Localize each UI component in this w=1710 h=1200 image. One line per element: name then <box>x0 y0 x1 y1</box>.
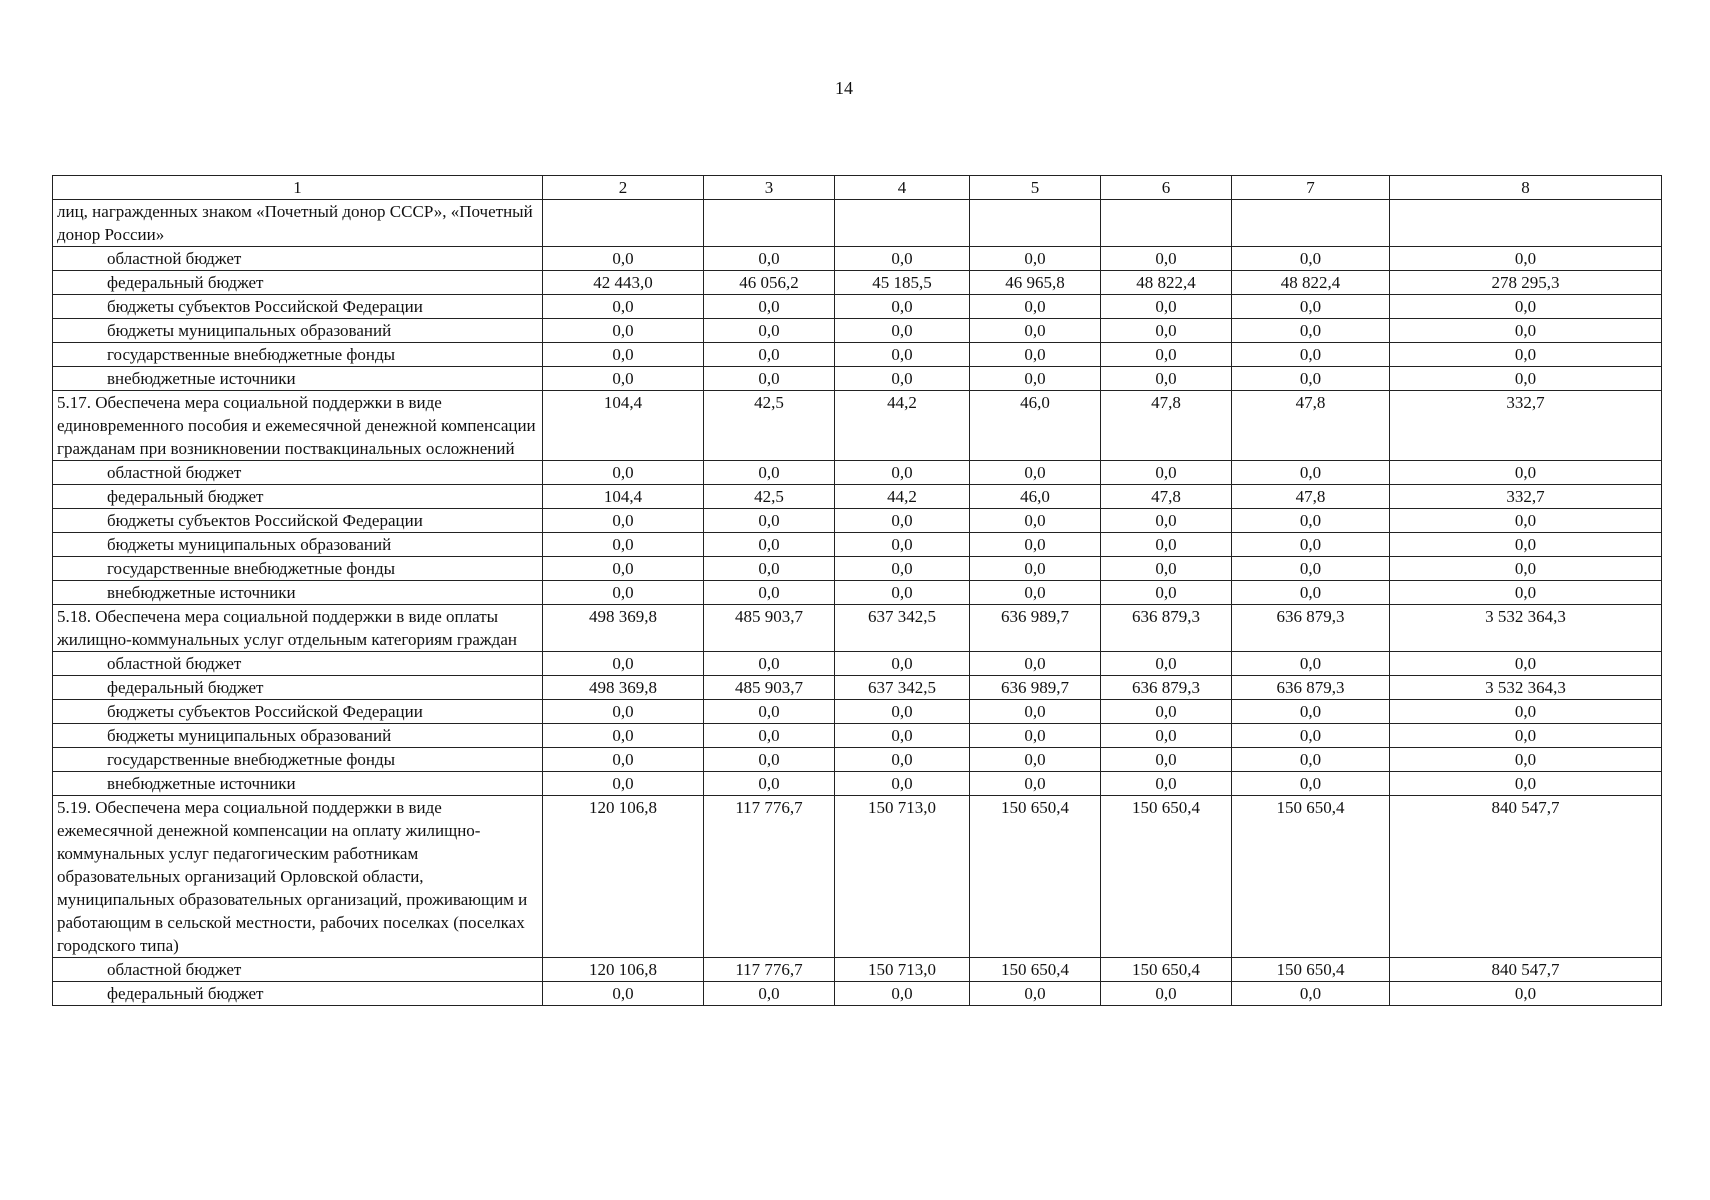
value-cell: 0,0 <box>970 581 1101 605</box>
value-cell: 0,0 <box>1101 581 1232 605</box>
value-cell: 0,0 <box>1390 700 1662 724</box>
value-cell: 150 650,4 <box>970 796 1101 958</box>
funding-source-label: федеральный бюджет <box>53 271 543 295</box>
value-cell: 485 903,7 <box>704 605 835 652</box>
value-cell: 0,0 <box>1390 982 1662 1006</box>
value-cell: 0,0 <box>1101 772 1232 796</box>
value-cell: 0,0 <box>970 367 1101 391</box>
value-cell: 0,0 <box>970 557 1101 581</box>
table-row-source <box>53 271 1662 295</box>
funding-source-label: бюджеты субъектов Российской Федерации <box>53 295 543 319</box>
table-row-source <box>53 485 1662 509</box>
value-cell: 44,2 <box>835 485 970 509</box>
value-cell <box>543 200 704 247</box>
funding-source-label: областной бюджет <box>53 652 543 676</box>
column-number: 2 <box>543 176 704 200</box>
value-cell: 47,8 <box>1101 485 1232 509</box>
table-row-item <box>53 796 1662 958</box>
value-cell: 0,0 <box>970 295 1101 319</box>
table-row-source <box>53 748 1662 772</box>
value-cell: 0,0 <box>1232 533 1390 557</box>
value-cell: 0,0 <box>835 533 970 557</box>
value-cell: 0,0 <box>835 461 970 485</box>
value-cell: 0,0 <box>543 772 704 796</box>
table-row-source <box>53 700 1662 724</box>
value-cell: 498 369,8 <box>543 676 704 700</box>
value-cell: 150 650,4 <box>1232 958 1390 982</box>
funding-source-label: федеральный бюджет <box>53 485 543 509</box>
value-cell: 3 532 364,3 <box>1390 605 1662 652</box>
funding-source-label: государственные внебюджетные фонды <box>53 748 543 772</box>
value-cell: 0,0 <box>1390 343 1662 367</box>
value-cell: 0,0 <box>704 748 835 772</box>
value-cell: 47,8 <box>1232 485 1390 509</box>
value-cell: 636 879,3 <box>1232 605 1390 652</box>
value-cell: 0,0 <box>704 367 835 391</box>
funding-source-label: бюджеты муниципальных образований <box>53 533 543 557</box>
table-row-source <box>53 958 1662 982</box>
value-cell: 0,0 <box>1390 509 1662 533</box>
table-row-item <box>53 391 1662 461</box>
value-cell: 0,0 <box>1390 581 1662 605</box>
value-cell: 0,0 <box>1232 367 1390 391</box>
value-cell: 0,0 <box>1390 533 1662 557</box>
value-cell <box>970 200 1101 247</box>
column-number: 5 <box>970 176 1101 200</box>
value-cell: 0,0 <box>543 509 704 533</box>
value-cell: 0,0 <box>835 724 970 748</box>
value-cell: 0,0 <box>543 533 704 557</box>
value-cell: 0,0 <box>835 319 970 343</box>
value-cell: 636 879,3 <box>1101 605 1232 652</box>
table-row-source <box>53 533 1662 557</box>
value-cell: 3 532 364,3 <box>1390 676 1662 700</box>
funding-source-label: внебюджетные источники <box>53 772 543 796</box>
column-number: 7 <box>1232 176 1390 200</box>
value-cell: 0,0 <box>835 509 970 533</box>
value-cell: 840 547,7 <box>1390 796 1662 958</box>
table-row-source <box>53 652 1662 676</box>
table-row-source <box>53 343 1662 367</box>
funding-source-label: бюджеты муниципальных образований <box>53 724 543 748</box>
value-cell: 0,0 <box>1390 295 1662 319</box>
value-cell: 0,0 <box>970 247 1101 271</box>
value-cell: 0,0 <box>543 557 704 581</box>
value-cell: 0,0 <box>970 748 1101 772</box>
value-cell: 0,0 <box>1390 748 1662 772</box>
value-cell: 0,0 <box>1232 700 1390 724</box>
funding-source-label: областной бюджет <box>53 247 543 271</box>
funding-source-label: областной бюджет <box>53 461 543 485</box>
value-cell: 0,0 <box>1232 982 1390 1006</box>
value-cell: 44,2 <box>835 391 970 461</box>
value-cell: 104,4 <box>543 485 704 509</box>
value-cell: 0,0 <box>835 295 970 319</box>
value-cell: 0,0 <box>704 319 835 343</box>
value-cell: 0,0 <box>704 295 835 319</box>
value-cell: 0,0 <box>543 700 704 724</box>
value-cell: 0,0 <box>1390 772 1662 796</box>
value-cell: 0,0 <box>1101 748 1232 772</box>
value-cell: 48 822,4 <box>1101 271 1232 295</box>
value-cell: 0,0 <box>543 247 704 271</box>
value-cell: 332,7 <box>1390 391 1662 461</box>
value-cell: 0,0 <box>970 533 1101 557</box>
value-cell: 150 650,4 <box>1101 958 1232 982</box>
value-cell: 0,0 <box>835 982 970 1006</box>
value-cell: 0,0 <box>1101 700 1232 724</box>
value-cell: 0,0 <box>1101 509 1232 533</box>
value-cell: 637 342,5 <box>835 676 970 700</box>
value-cell: 498 369,8 <box>543 605 704 652</box>
funding-source-label: государственные внебюджетные фонды <box>53 343 543 367</box>
value-cell: 0,0 <box>970 461 1101 485</box>
value-cell: 0,0 <box>704 581 835 605</box>
table-row-source <box>53 509 1662 533</box>
value-cell: 637 342,5 <box>835 605 970 652</box>
value-cell: 0,0 <box>1390 247 1662 271</box>
value-cell: 0,0 <box>1101 982 1232 1006</box>
value-cell: 0,0 <box>1232 772 1390 796</box>
value-cell: 0,0 <box>543 652 704 676</box>
item-description: 5.19. Обеспечена мера социальной поддержки в виде ежемесячной денежной компенсации на оплату жилищно-коммунальных услуг педагогическим работникам образовательных организаций Орловской области, муниципальных образовательных организаций, проживающим и работающим в сельской местности, рабочих поселках (поселках городского типа) <box>53 796 543 958</box>
value-cell: 0,0 <box>1101 247 1232 271</box>
funding-source-label: федеральный бюджет <box>53 982 543 1006</box>
value-cell <box>1101 200 1232 247</box>
funding-source-label: бюджеты субъектов Российской Федерации <box>53 509 543 533</box>
table-row-source <box>53 982 1662 1006</box>
item-description: 5.17. Обеспечена мера социальной поддержки в виде единовременного пособия и ежемесячной денежной компенсации гражданам при возникновении поствакцинальных осложнений <box>53 391 543 461</box>
value-cell: 117 776,7 <box>704 796 835 958</box>
value-cell: 636 879,3 <box>1232 676 1390 700</box>
value-cell: 0,0 <box>835 652 970 676</box>
funding-source-label: бюджеты муниципальных образований <box>53 319 543 343</box>
value-cell: 0,0 <box>835 557 970 581</box>
value-cell: 636 989,7 <box>970 676 1101 700</box>
value-cell: 0,0 <box>1101 367 1232 391</box>
value-cell: 0,0 <box>704 461 835 485</box>
value-cell: 0,0 <box>835 367 970 391</box>
funding-source-label: федеральный бюджет <box>53 676 543 700</box>
column-number: 1 <box>53 176 543 200</box>
value-cell: 0,0 <box>543 367 704 391</box>
value-cell: 0,0 <box>1390 319 1662 343</box>
value-cell: 45 185,5 <box>835 271 970 295</box>
value-cell: 47,8 <box>1101 391 1232 461</box>
table-row-source <box>53 581 1662 605</box>
value-cell: 0,0 <box>835 748 970 772</box>
value-cell: 0,0 <box>704 982 835 1006</box>
value-cell: 42,5 <box>704 391 835 461</box>
value-cell: 48 822,4 <box>1232 271 1390 295</box>
value-cell: 0,0 <box>970 724 1101 748</box>
value-cell: 0,0 <box>1232 319 1390 343</box>
value-cell: 0,0 <box>1232 295 1390 319</box>
value-cell: 840 547,7 <box>1390 958 1662 982</box>
value-cell: 0,0 <box>704 533 835 557</box>
value-cell: 0,0 <box>1390 461 1662 485</box>
value-cell: 46 965,8 <box>970 271 1101 295</box>
value-cell: 0,0 <box>543 343 704 367</box>
value-cell: 278 295,3 <box>1390 271 1662 295</box>
value-cell <box>1232 200 1390 247</box>
table-row-source <box>53 724 1662 748</box>
budget-table <box>52 175 1662 1006</box>
column-number-row <box>53 176 1662 200</box>
value-cell: 150 650,4 <box>970 958 1101 982</box>
value-cell: 46,0 <box>970 391 1101 461</box>
item-description: лиц, награжденных знаком «Почетный донор СССР», «Почетный донор России» <box>53 200 543 247</box>
value-cell <box>835 200 970 247</box>
value-cell: 47,8 <box>1232 391 1390 461</box>
table-body <box>53 176 1662 1006</box>
column-number: 4 <box>835 176 970 200</box>
value-cell: 0,0 <box>543 581 704 605</box>
column-number: 3 <box>704 176 835 200</box>
value-cell: 0,0 <box>1101 319 1232 343</box>
value-cell: 0,0 <box>1390 367 1662 391</box>
value-cell: 0,0 <box>1101 724 1232 748</box>
value-cell: 0,0 <box>704 509 835 533</box>
value-cell: 0,0 <box>704 652 835 676</box>
value-cell: 0,0 <box>1232 247 1390 271</box>
value-cell: 0,0 <box>1101 295 1232 319</box>
value-cell: 0,0 <box>1232 343 1390 367</box>
value-cell: 0,0 <box>1390 724 1662 748</box>
value-cell: 0,0 <box>1101 557 1232 581</box>
item-description: 5.18. Обеспечена мера социальной поддержки в виде оплаты жилищно-коммунальных услуг отдельным категориям граждан <box>53 605 543 652</box>
value-cell: 0,0 <box>1232 748 1390 772</box>
table-row-source <box>53 367 1662 391</box>
value-cell: 0,0 <box>1232 509 1390 533</box>
value-cell: 46,0 <box>970 485 1101 509</box>
value-cell: 120 106,8 <box>543 958 704 982</box>
value-cell: 0,0 <box>1232 581 1390 605</box>
value-cell: 117 776,7 <box>704 958 835 982</box>
value-cell: 0,0 <box>970 772 1101 796</box>
value-cell: 0,0 <box>543 295 704 319</box>
value-cell: 0,0 <box>543 461 704 485</box>
value-cell: 120 106,8 <box>543 796 704 958</box>
value-cell: 150 650,4 <box>1101 796 1232 958</box>
table-row-source <box>53 772 1662 796</box>
value-cell: 0,0 <box>1232 724 1390 748</box>
value-cell: 0,0 <box>1101 343 1232 367</box>
value-cell: 0,0 <box>1101 461 1232 485</box>
column-number: 8 <box>1390 176 1662 200</box>
value-cell: 0,0 <box>835 581 970 605</box>
funding-source-label: внебюджетные источники <box>53 367 543 391</box>
value-cell: 0,0 <box>543 982 704 1006</box>
value-cell: 46 056,2 <box>704 271 835 295</box>
value-cell: 636 879,3 <box>1101 676 1232 700</box>
table-row-item <box>53 605 1662 652</box>
value-cell <box>1390 200 1662 247</box>
value-cell: 0,0 <box>543 724 704 748</box>
funding-source-label: областной бюджет <box>53 958 543 982</box>
value-cell: 485 903,7 <box>704 676 835 700</box>
value-cell: 0,0 <box>704 724 835 748</box>
value-cell: 0,0 <box>1390 557 1662 581</box>
value-cell: 0,0 <box>543 319 704 343</box>
table-row-source <box>53 676 1662 700</box>
value-cell: 0,0 <box>704 700 835 724</box>
value-cell: 0,0 <box>970 982 1101 1006</box>
value-cell: 42,5 <box>704 485 835 509</box>
table-row-item <box>53 200 1662 247</box>
value-cell: 0,0 <box>970 319 1101 343</box>
value-cell: 0,0 <box>704 247 835 271</box>
value-cell: 0,0 <box>835 247 970 271</box>
value-cell: 0,0 <box>970 343 1101 367</box>
value-cell <box>704 200 835 247</box>
value-cell: 0,0 <box>704 772 835 796</box>
table-row-source <box>53 319 1662 343</box>
value-cell: 0,0 <box>835 343 970 367</box>
value-cell: 150 713,0 <box>835 796 970 958</box>
table-row-source <box>53 295 1662 319</box>
value-cell: 150 713,0 <box>835 958 970 982</box>
funding-source-label: внебюджетные источники <box>53 581 543 605</box>
value-cell: 104,4 <box>543 391 704 461</box>
value-cell: 0,0 <box>970 509 1101 533</box>
funding-source-label: государственные внебюджетные фонды <box>53 557 543 581</box>
value-cell: 0,0 <box>704 343 835 367</box>
value-cell: 0,0 <box>704 557 835 581</box>
value-cell: 0,0 <box>835 700 970 724</box>
value-cell: 636 989,7 <box>970 605 1101 652</box>
value-cell: 42 443,0 <box>543 271 704 295</box>
value-cell: 0,0 <box>543 748 704 772</box>
value-cell: 0,0 <box>1232 461 1390 485</box>
funding-source-label: бюджеты субъектов Российской Федерации <box>53 700 543 724</box>
value-cell: 0,0 <box>970 700 1101 724</box>
table-row-source <box>53 461 1662 485</box>
value-cell: 0,0 <box>1232 557 1390 581</box>
value-cell: 150 650,4 <box>1232 796 1390 958</box>
value-cell: 332,7 <box>1390 485 1662 509</box>
table-row-source <box>53 557 1662 581</box>
page-number: 14 <box>835 78 853 98</box>
value-cell: 0,0 <box>1390 652 1662 676</box>
value-cell: 0,0 <box>970 652 1101 676</box>
value-cell: 0,0 <box>1101 652 1232 676</box>
value-cell: 0,0 <box>1232 652 1390 676</box>
table-row-source <box>53 247 1662 271</box>
value-cell: 0,0 <box>835 772 970 796</box>
column-number: 6 <box>1101 176 1232 200</box>
value-cell: 0,0 <box>1101 533 1232 557</box>
